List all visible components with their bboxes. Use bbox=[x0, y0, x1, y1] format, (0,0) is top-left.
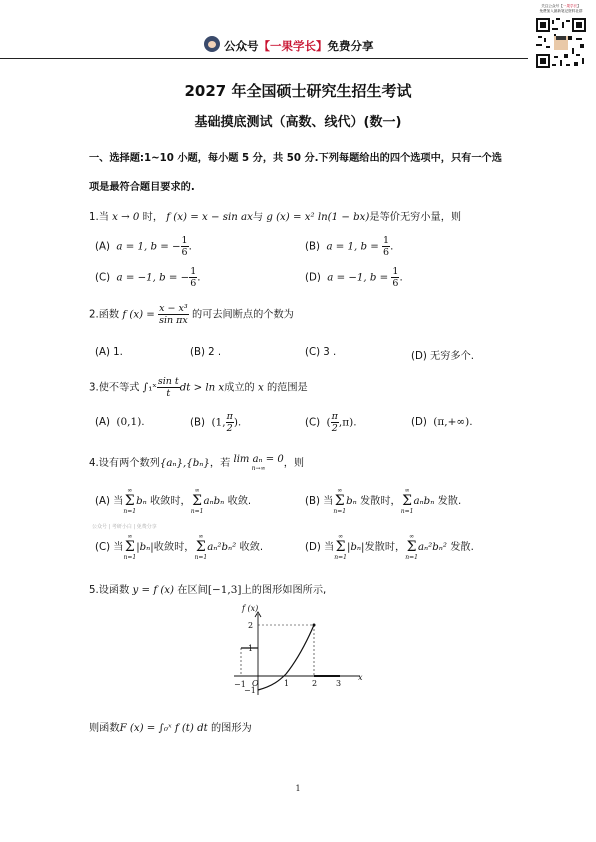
brand-banner bbox=[224, 38, 374, 54]
tick-y-2: 2 bbox=[248, 621, 254, 630]
tick-x-neg1: −1 bbox=[234, 680, 246, 689]
q4-option-b: (B) 当 ∞ Σ n=1 bₙ 发散时， ∞ Σ n=1 aₙbₙ 发散. bbox=[305, 487, 462, 515]
tick-x-1: 1 bbox=[284, 679, 290, 688]
qr-caption: 关注公众号【一果学长】 免费加入最新笔记资料社群 bbox=[539, 4, 583, 13]
brand-avatar bbox=[204, 36, 220, 52]
exam-subtitle: 基础摸底测试（高数、线代）(数一) bbox=[194, 115, 402, 130]
q2-option-c: (C) 3 . bbox=[305, 347, 337, 358]
graph-y-label: f (x) bbox=[242, 604, 259, 613]
section-heading-line1: 一、选择题:1~10 小题，每小题 5 分，共 50 分.下列每题给出的四个选项中，只有一个选 bbox=[89, 153, 502, 164]
q1-option-c: (C) a = −1, b = − $\frac{1}{6}$ . bbox=[95, 266, 201, 289]
q4-option-a: (A) 当 ∞ Σ n=1 bₙ 收敛时， ∞ Σ n=1 aₙbₙ 收敛. bbox=[95, 487, 252, 515]
q4-option-c: (C) 当 ∞ Σ n=1 |bₙ|收敛时， ∞ Σ n=1 aₙ²bₙ² 收敛. bbox=[95, 533, 264, 561]
header-rule bbox=[0, 58, 528, 59]
q3-option-d: (D) (π,+∞). bbox=[411, 416, 473, 428]
tick-x-3: 3 bbox=[336, 679, 342, 688]
page-number: 1 bbox=[295, 784, 301, 793]
tick-origin: O bbox=[252, 679, 259, 688]
q2-option-b: (B) 2 . bbox=[190, 347, 222, 358]
section-heading-line2: 项是最符合题目要求的. bbox=[89, 182, 195, 193]
q3-stem: 3.使不等式 ∫₁ˣ $\frac{\text{sin t}}{t}$ dt > ln x成立的 x 的范围是 bbox=[89, 376, 308, 399]
watermark: 公众号 | 考研小白 | 免费分享 bbox=[92, 524, 157, 530]
q1-option-b: (B) a = 1, b = $\frac{1}{6}$ . bbox=[305, 235, 394, 258]
q1-option-a: (A) a = 1, b = − $\frac{1}{6}$ . bbox=[95, 235, 192, 258]
qr-code-icon bbox=[536, 18, 586, 68]
q1-option-d: (D) a = −1, b = $\frac{1}{6}$ . bbox=[305, 266, 403, 289]
q2-option-a: (A) 1. bbox=[95, 347, 123, 358]
brand-prefix: 公众号 bbox=[224, 39, 259, 53]
q2-stem: 2.函数 f (x) = $\frac{\text{x − x³}}{\text{sin πx}}$ 的可去间断点的个数为 bbox=[89, 303, 294, 326]
q4-option-d: (D) 当 ∞ Σ n=1 |bₙ|发散时， ∞ Σ n=1 aₙ²bₙ² 发散. bbox=[305, 533, 474, 561]
q3-option-a: (A) (0,1). bbox=[95, 416, 145, 428]
q1-stem: 1.当 x → 0 时， f (x) = x − sin ax与 g (x) = x² ln(1 − bx)是等价无穷小量，则 bbox=[89, 212, 462, 223]
q5-followup: 则函数F (x) = ∫₀ˣ f (t) dt 的图形为 bbox=[89, 723, 252, 734]
q2-option-d: (D) 无穷多个. bbox=[411, 351, 475, 362]
graph-x-label: x bbox=[358, 673, 363, 682]
tick-y-neg1: −1 bbox=[244, 686, 256, 695]
tick-y-1: 1 bbox=[248, 644, 254, 653]
q3-option-b: (B) (1, $\frac{\pi}{2}$ ). bbox=[190, 411, 242, 434]
brand-highlight: 【一果学长】 bbox=[258, 39, 328, 53]
brand-suffix: 免费分享 bbox=[327, 39, 374, 53]
q5-function-graph bbox=[228, 600, 368, 705]
q5-stem: 5.设函数 y = f (x) 在区间[−1,3]上的图形如图所示, bbox=[89, 584, 327, 596]
q3-option-c: (C) ( $\frac{\pi}{2}$ ,π). bbox=[305, 411, 357, 434]
exam-title: 2027 年全国硕士研究生招生考试 bbox=[184, 82, 412, 100]
q4-stem: 4.设有两个数列{aₙ},{bₙ}，若 lim aₙ = 0 n→∞ ，则 bbox=[89, 454, 305, 472]
tick-x-2: 2 bbox=[312, 679, 318, 688]
